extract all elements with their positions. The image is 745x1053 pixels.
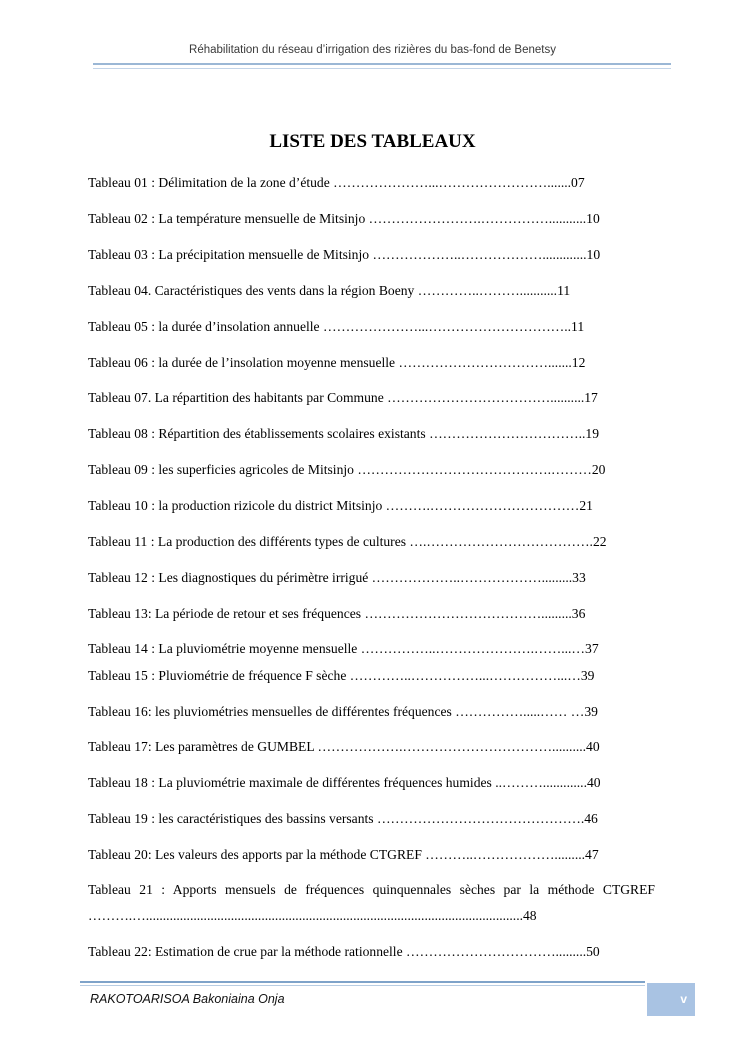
list-item: Tableau 09 : les superficies agricoles de Mitsinjo …………………………………….………20 <box>88 462 606 477</box>
list-item: Tableau 06 : la durée de l’insolation moyenne mensuelle …………………………….......12 <box>88 355 586 370</box>
header-rule-thin <box>93 68 671 69</box>
list-item: Tableau 01 : Délimitation de la zone d’étude …………………...…………………….......07 <box>88 175 585 190</box>
list-item: Tableau 08 : Répartition des établissements scolaires existants ……………………………..19 <box>88 426 599 441</box>
list-item: Tableau 05 : la durée d’insolation annuelle …………………...…………………………..11 <box>88 319 585 334</box>
list-item: Tableau 14 : La pluviométrie moyenne mensuelle ……………..………………….……...…37 <box>88 641 599 656</box>
list-item: Tableau 19 : les caractéristiques des bassins versants ……………………………………….46 <box>88 811 598 826</box>
list-item: Tableau 11 : La production des différents types de cultures ….……………………………….22 <box>88 534 607 549</box>
list-item: Tableau 16: les pluviométries mensuelles de différentes fréquences …………….....…… …39 <box>88 704 598 719</box>
page-number: v <box>647 983 695 1016</box>
list-item: Tableau 20: Les valeurs des apports par la méthode CTGREF ………..……………….........47 <box>88 847 599 862</box>
list-item: Tableau 22: Estimation de crue par la méthode rationnelle …………………………….........50 <box>88 944 600 959</box>
running-header: Réhabilitation du réseau d’irrigation des rizières du bas-fond de Benetsy <box>189 44 556 56</box>
footer-author: RAKOTOARISOA Bakoniaina Onja <box>90 992 285 1006</box>
list-item: Tableau 18 : La pluviométrie maximale de différentes fréquences humides ..……….............40 <box>88 775 601 790</box>
list-item: Tableau 07. La répartition des habitants par Commune ………………………………..........17 <box>88 390 598 405</box>
list-item: Tableau 21 : Apports mensuels de fréquences quinquennales sèches par la méthode CTGREF ……….…...............................................................................................................48 <box>88 882 655 923</box>
list-item: Tableau 15 : Pluviométrie de fréquence F sèche …………..……………...……………...…39 <box>88 668 595 683</box>
list-item: Tableau 17: Les paramètres de GUMBEL ……………….……………………………..........40 <box>88 739 600 754</box>
page-title: LISTE DES TABLEAUX <box>269 131 476 152</box>
list-item: Tableau 12 : Les diagnostiques du périmètre irrigué ………………..……………….........33 <box>88 570 586 585</box>
footer-rule <box>80 981 645 983</box>
list-item: Tableau 04. Caractéristiques des vents dans la région Boeny …………..………...........11 <box>88 283 571 298</box>
footer-rule-thin <box>80 985 645 986</box>
header-rule <box>93 63 671 65</box>
list-item: Tableau 13: La période de retour et ses fréquences ………………………………….........36 <box>88 606 586 621</box>
list-item: Tableau 02 : La température mensuelle de Mitsinjo …………………….……………...........10 <box>88 211 600 226</box>
list-item: Tableau 10 : la production rizicole du district Mitsinjo ……….……………………………21 <box>88 498 593 513</box>
list-item: Tableau 03 : La précipitation mensuelle de Mitsinjo ………………..……………….............10 <box>88 247 601 262</box>
